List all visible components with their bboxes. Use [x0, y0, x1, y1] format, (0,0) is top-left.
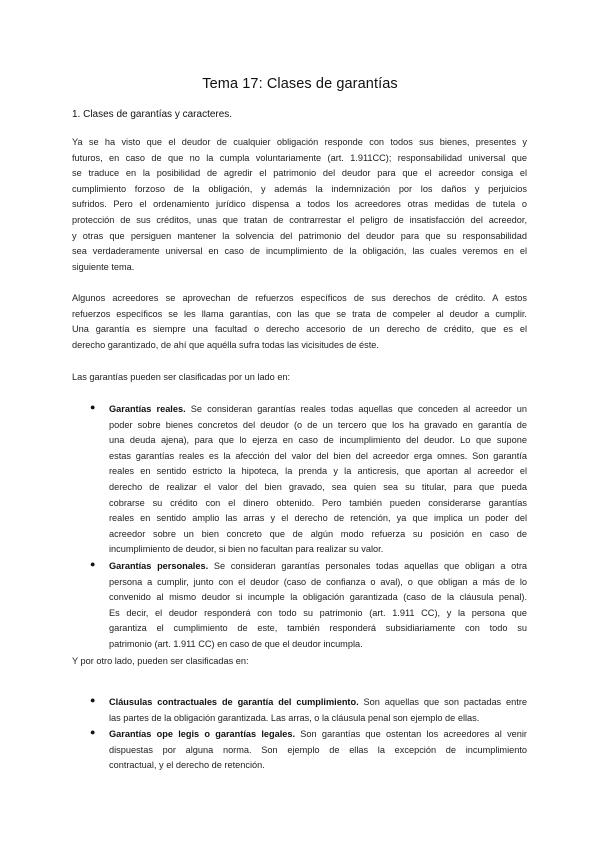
page-title: Tema 17: Clases de garantías: [202, 76, 398, 92]
list-item-text: [109, 727, 527, 774]
text-line: sufridos. Pero el ordenamiento jurídico dispensa a todos los acreedores otras medidas de tutela o: [72, 199, 527, 210]
text-line: dispuestas por alguna norma. Son ejemplo de ellas la excepción de incumplimiento: [109, 744, 527, 755]
text-line: Ya se ha visto que el deudor de cualquier obligación responde con todos sus bienes, presentes y: [72, 137, 527, 147]
text-line: protección de sus créditos, unas que tratan de contrarrestar el peligro de insatisfacción del acreedor,: [72, 214, 527, 225]
bullet-icon: ●: [90, 727, 96, 737]
text-line: refuerzos específicos se les llama garantías, con las que se trata de compeler al deudor a cumplir.: [72, 308, 527, 319]
text-line: sea verdaderamente universal en caso de incumplimiento de la obligación, las cuales veremos en el: [72, 246, 527, 257]
bullet-icon: ●: [90, 695, 96, 705]
text-line: contractual, y el derecho de retención.: [109, 760, 265, 771]
list-item-text: [109, 402, 527, 558]
text-line: se traduce en la posibilidad de agredir el patrimonio del deudor para que el acreedor consiga el: [72, 168, 527, 179]
text-line: Se consideran garantías personales todas aquellas que obligan a otra: [208, 561, 527, 571]
bullet-icon: ●: [90, 559, 96, 569]
bullet-icon: ●: [90, 402, 96, 412]
text-line: incumplimiento de deudor, si bien no facultan para realizar su valor.: [109, 544, 384, 555]
list-item-term: Cláusulas contractuales de garantía del cumplimiento.: [109, 697, 359, 707]
paragraph-4: [72, 654, 527, 670]
text-line: Las garantías pueden ser clasificadas por un lado en:: [72, 372, 291, 382]
text-line: derecho garantizado, de ahí que aquélla sufra todas las vicisitudes de éste.: [72, 339, 379, 350]
list-item-term: Garantías reales.: [109, 404, 186, 414]
paragraph-2: [72, 291, 527, 353]
text-line: las partes de la obligación garantizada. Las arras, o la cláusula penal son ejemplo de ellas.: [109, 712, 480, 723]
text-line: Es decir, el deudor responderá con todo su patrimonio (art. 1.911 CC), y la persona que: [109, 607, 527, 618]
text-line: reales en sentido estricto la hipoteca, la prenda y la anticresis, que aportan al acreedor el: [109, 466, 527, 477]
text-line: poder sobre bienes concretos del deudor (o de un tercero que los ha gravado en garantía de: [109, 419, 527, 430]
text-line: Se consideran garantías reales todas aquellas que conceden al acreedor un: [185, 404, 527, 414]
text-line: persona a cumplir, junto con el deudor (caso de confianza o aval), o que obligan a más de lo: [109, 576, 527, 587]
text-line: reales en sentido amplio las arras y el derecho de retención, ya que implica un poder del: [109, 513, 527, 524]
text-line: cobrarse su crédito con el dinero obtenido. Pero también pueden considerarse garantías: [109, 497, 527, 508]
text-line: futuros, en caso de que no la cumpla voluntariamente (art. 1.911CC); responsabilidad universal que: [72, 152, 527, 163]
text-line: cumplimiento forzoso de la obligación, y además la indemnización por los daños y perjuicios: [72, 183, 527, 194]
text-line: Son garantías que ostentan los acreedores al venir: [295, 729, 527, 739]
text-line: y otras que persiguen mantener la solvencia del patrimonio del deudor para que su responsabilidad: [72, 230, 527, 241]
text-line: estas garantías reales es la afección del valor del bien del acreedor erga omnes. Son garantía: [109, 450, 527, 461]
text-line: patrimonio (art. 1.911 CC) en caso de que el deudor incumpla.: [109, 638, 363, 649]
text-line: acreedor sobre un bien concreto que de algún modo refuerza su posición en caso de: [109, 528, 527, 539]
text-line: siguiente tema.: [72, 261, 135, 272]
text-line: Algunos acreedores se aprovechan de refuerzos específicos de sus derechos de crédito. A estos: [72, 293, 527, 303]
text-line: Y por otro lado, pueden ser clasificadas en:: [72, 656, 249, 666]
text-line: garantiza el cumplimiento de este, también responderá subsidiariamente con todo su: [109, 623, 527, 634]
text-line: convenido al mismo deudor si incumple la obligación garantizada (caso de la cláusula penal).: [109, 592, 527, 603]
text-line: Son aquellas que son pactadas entre: [358, 697, 527, 707]
text-line: Una garantía es siempre una facultad o derecho accesorio de un derecho de crédito, que es el: [72, 324, 527, 335]
section-heading: 1. Clases de garantías y caracteres.: [72, 109, 233, 120]
paragraph-1: [72, 135, 527, 275]
paragraph-3: [72, 370, 527, 386]
list-item-text: [109, 559, 527, 653]
list-item-term: Garantías ope legis o garantías legales.: [109, 729, 296, 739]
text-line: derecho de realizar el valor del bien gravado, sea quien sea su titular, para que pueda: [109, 481, 527, 492]
list-item-term: Garantías personales.: [109, 561, 209, 571]
list-item-text: [109, 695, 527, 726]
text-line: una deuda ajena), para que lo ejerza en caso de incumplimiento del deudor. Lo que supone: [109, 435, 527, 446]
